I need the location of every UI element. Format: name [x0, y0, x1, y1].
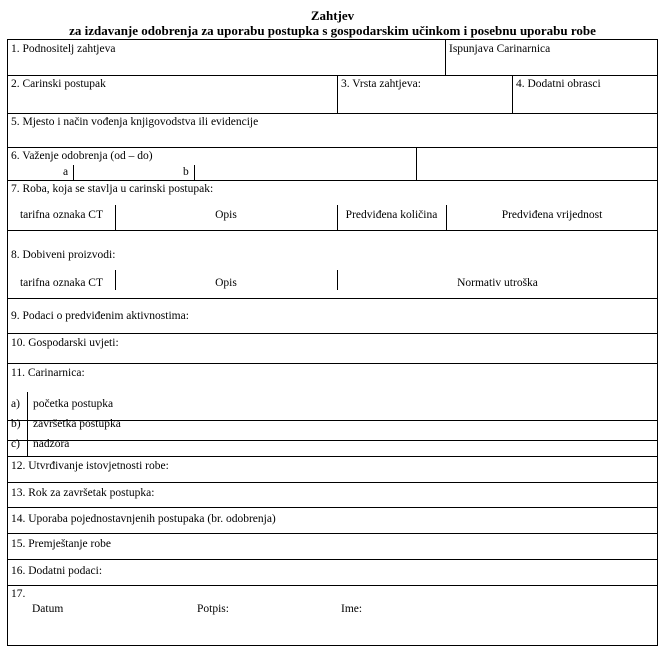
field-4-label: 4. Dodatni obrasci — [516, 78, 601, 90]
field-16-label: 16. Dodatni podaci: — [11, 565, 103, 577]
field-11-a-text: početka postupka — [33, 398, 114, 410]
field-11-b-letter: b) — [11, 418, 21, 430]
field-14-label: 14. Uporaba pojednostavnjenih postupaka (br. odobrenja) — [11, 513, 276, 525]
form-subtitle: za izdavanje odobrenja za uporabu postupka s gospodarskim učinkom i posebnu uporabu robe — [69, 23, 596, 38]
field-11-label: 11. Carinarnica: — [11, 367, 85, 379]
field-6-a-label: a — [63, 166, 69, 178]
field-9-label: 9. Podaci o predviđenim aktivnostima: — [11, 310, 189, 322]
field-7-label: 7. Roba, koja se stavlja u carinski postupak: — [11, 183, 214, 195]
field-8-col-tariff: tarifna oznaka CT — [19, 277, 103, 289]
field-11-a-letter: a) — [11, 398, 20, 410]
field-11-c-text: nadzora — [33, 438, 70, 450]
customs-office-fill-label: Ispunjava Carinarnica — [449, 43, 551, 55]
field-5-label: 5. Mjesto i način vođenja knjigovodstva ili evidencije — [11, 116, 259, 128]
field-15-label: 15. Premještanje robe — [11, 538, 111, 550]
field-7-col-value: Predviđena vrijednost — [501, 209, 603, 221]
field-8-col-description: Opis — [215, 277, 237, 289]
field-7-col-tariff: tarifna oznaka CT — [19, 209, 103, 221]
field-17-label: 17. — [11, 588, 26, 600]
signature-date-label: Datum — [32, 603, 64, 615]
field-7-col-description: Opis — [215, 209, 237, 221]
divider-f1 — [445, 40, 446, 75]
field-11-b-text: završetka postupka — [33, 418, 121, 430]
field-3-label: 3. Vrsta zahtjeva: — [341, 78, 421, 90]
signature-label: Potpis: — [197, 603, 229, 615]
field-6-b-label: b — [183, 166, 189, 178]
field-10-label: 10. Gospodarski uvjeti: — [11, 337, 119, 349]
divider-f3-f4 — [512, 75, 513, 113]
field-13-label: 13. Rok za završetak postupka: — [11, 487, 155, 499]
field-7-col-quantity: Predviđena količina — [345, 209, 438, 221]
field-1-label: 1. Podnositelj zahtjeva — [11, 43, 116, 55]
divider-f6 — [416, 147, 417, 180]
form-title: Zahtjev — [310, 8, 355, 23]
application-form — [7, 39, 658, 646]
signature-name-label: Ime: — [341, 603, 363, 615]
field-6-label: 6. Važenje odobrenja (od – do) — [11, 150, 153, 162]
field-2-label: 2. Carinski postupak — [11, 78, 106, 90]
divider-f2-f3 — [337, 75, 338, 113]
field-12-label: 12. Utvrđivanje istovjetnosti robe: — [11, 460, 169, 472]
field-8-col-consumption: Normativ utroška — [457, 277, 538, 289]
field-11-c-letter: c) — [11, 438, 20, 450]
field-8-label: 8. Dobiveni proizvodi: — [11, 249, 116, 261]
